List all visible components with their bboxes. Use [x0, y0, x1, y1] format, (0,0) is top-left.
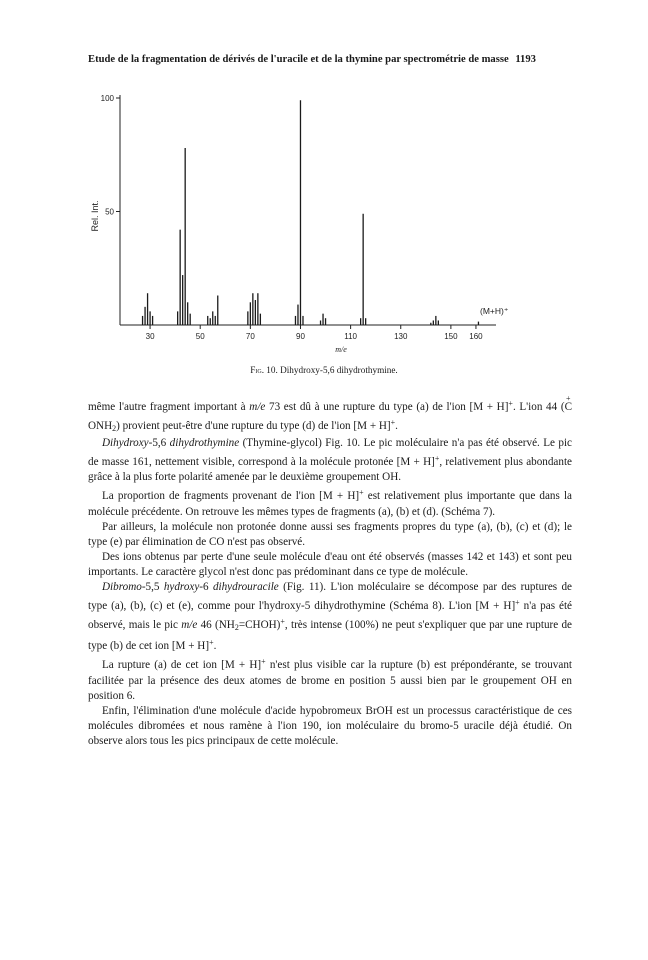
x-tick-label: 50 — [195, 332, 205, 341]
page-number: 1193 — [515, 54, 536, 65]
running-title: Etude de la fragmentation de dérivés de l'uracile et de la thymine par spectrométrie de masse — [88, 54, 509, 65]
paragraph: même l'autre fragment important à m/e 73 est dû à une rupture du type (a) de l'ion [M + H]+. L'ion 44 (C + ONH2) provient peut-être d'une rupture du type (d) de l'ion [M + H]+. — [88, 394, 572, 434]
x-tick-label: 160 — [469, 332, 483, 341]
paragraph: La proportion de fragments provenant de l'ion [M + H]+ est relativement plus importante que dans la molécule précédente. On retrouve les mêmes types de fragments (a), (b) et (d). (Schéma 7). — [88, 488, 572, 518]
paragraph: Dihydroxy-5,6 dihydrothymine (Thymine-glycol) Fig. 10. Le pic moléculaire n'a pas été observé. Le pic de masse 161, nettement visible, correspond à la molécule protonée [M + H]+, relativement plus abondante grâce à la plus forte polarité amenée par le deuxième groupement OH. — [88, 437, 572, 484]
x-tick-label: 130 — [394, 332, 408, 341]
paragraph: Enfin, l'élimination d'une molécule d'acide hypobromeux BrOH est un processus caractéristique de ces molécules dibromées et nous ramène à l'ion 190, ion moléculaire du bromo-5 uracile déjà étudié. On observe alors tous les pics principaux de cette molécule. — [88, 704, 572, 747]
x-axis-label: m/e — [335, 345, 347, 354]
x-tick-label: 30 — [145, 332, 155, 341]
paragraph: Par ailleurs, la molécule non protonée donne aussi ses fragments propres du type (a), (b), (c) et (d); le type (e) par élimination de CO n'est pas observé. — [88, 520, 572, 548]
x-tick-label: 110 — [344, 332, 357, 341]
mass-spectrum-chart — [0, 0, 648, 380]
paragraph: La rupture (a) de cet ion [M + H]+ n'est plus visible car la rupture (b) est prépondérante, se trouvant facilitée par la présence des deux atomes de brome en position 5 aussi bien par le groupement OH en position 6. — [88, 657, 572, 702]
figure-caption-text: Dihydroxy-5,6 dihydrothymine. — [280, 365, 398, 375]
x-tick-label: 70 — [245, 332, 255, 341]
molecular-ion-annotation: (M+H)⁺ — [480, 306, 509, 316]
figure-caption — [0, 365, 648, 375]
x-tick-label: 90 — [296, 332, 305, 341]
y-tick-label: 100 — [100, 94, 114, 103]
y-axis-label: Rel. Int. — [90, 200, 100, 232]
y-tick-label: 50 — [105, 207, 114, 217]
paragraph: Dibromo-5,5 hydroxy-6 dihydrouracile (Fig. 11). L'ion moléculaire se décompose par des ruptures de type (a), (b), (c) et (e), comme pour l'hydroxy-5 dihydrothymine (Schéma 8). L'ion [M + H]+ n'a pas été observé, mais le pic m/e 46 (NH2=CHOH)+, très intense (100%) ne peut s'expliquer que par une rupture de type (b) de cet ion [M + H]+. — [88, 581, 572, 653]
x-tick-label: 150 — [444, 332, 458, 341]
figure-label: Fig. 10. — [250, 365, 278, 375]
paragraph: Des ions obtenus par perte d'une seule molécule d'eau ont été observés (masses 142 et 143) et sont peu importants. Le caractère glycol n'est donc pas prédominant dans ce type de molécule. — [88, 550, 572, 578]
body-text — [88, 396, 572, 749]
